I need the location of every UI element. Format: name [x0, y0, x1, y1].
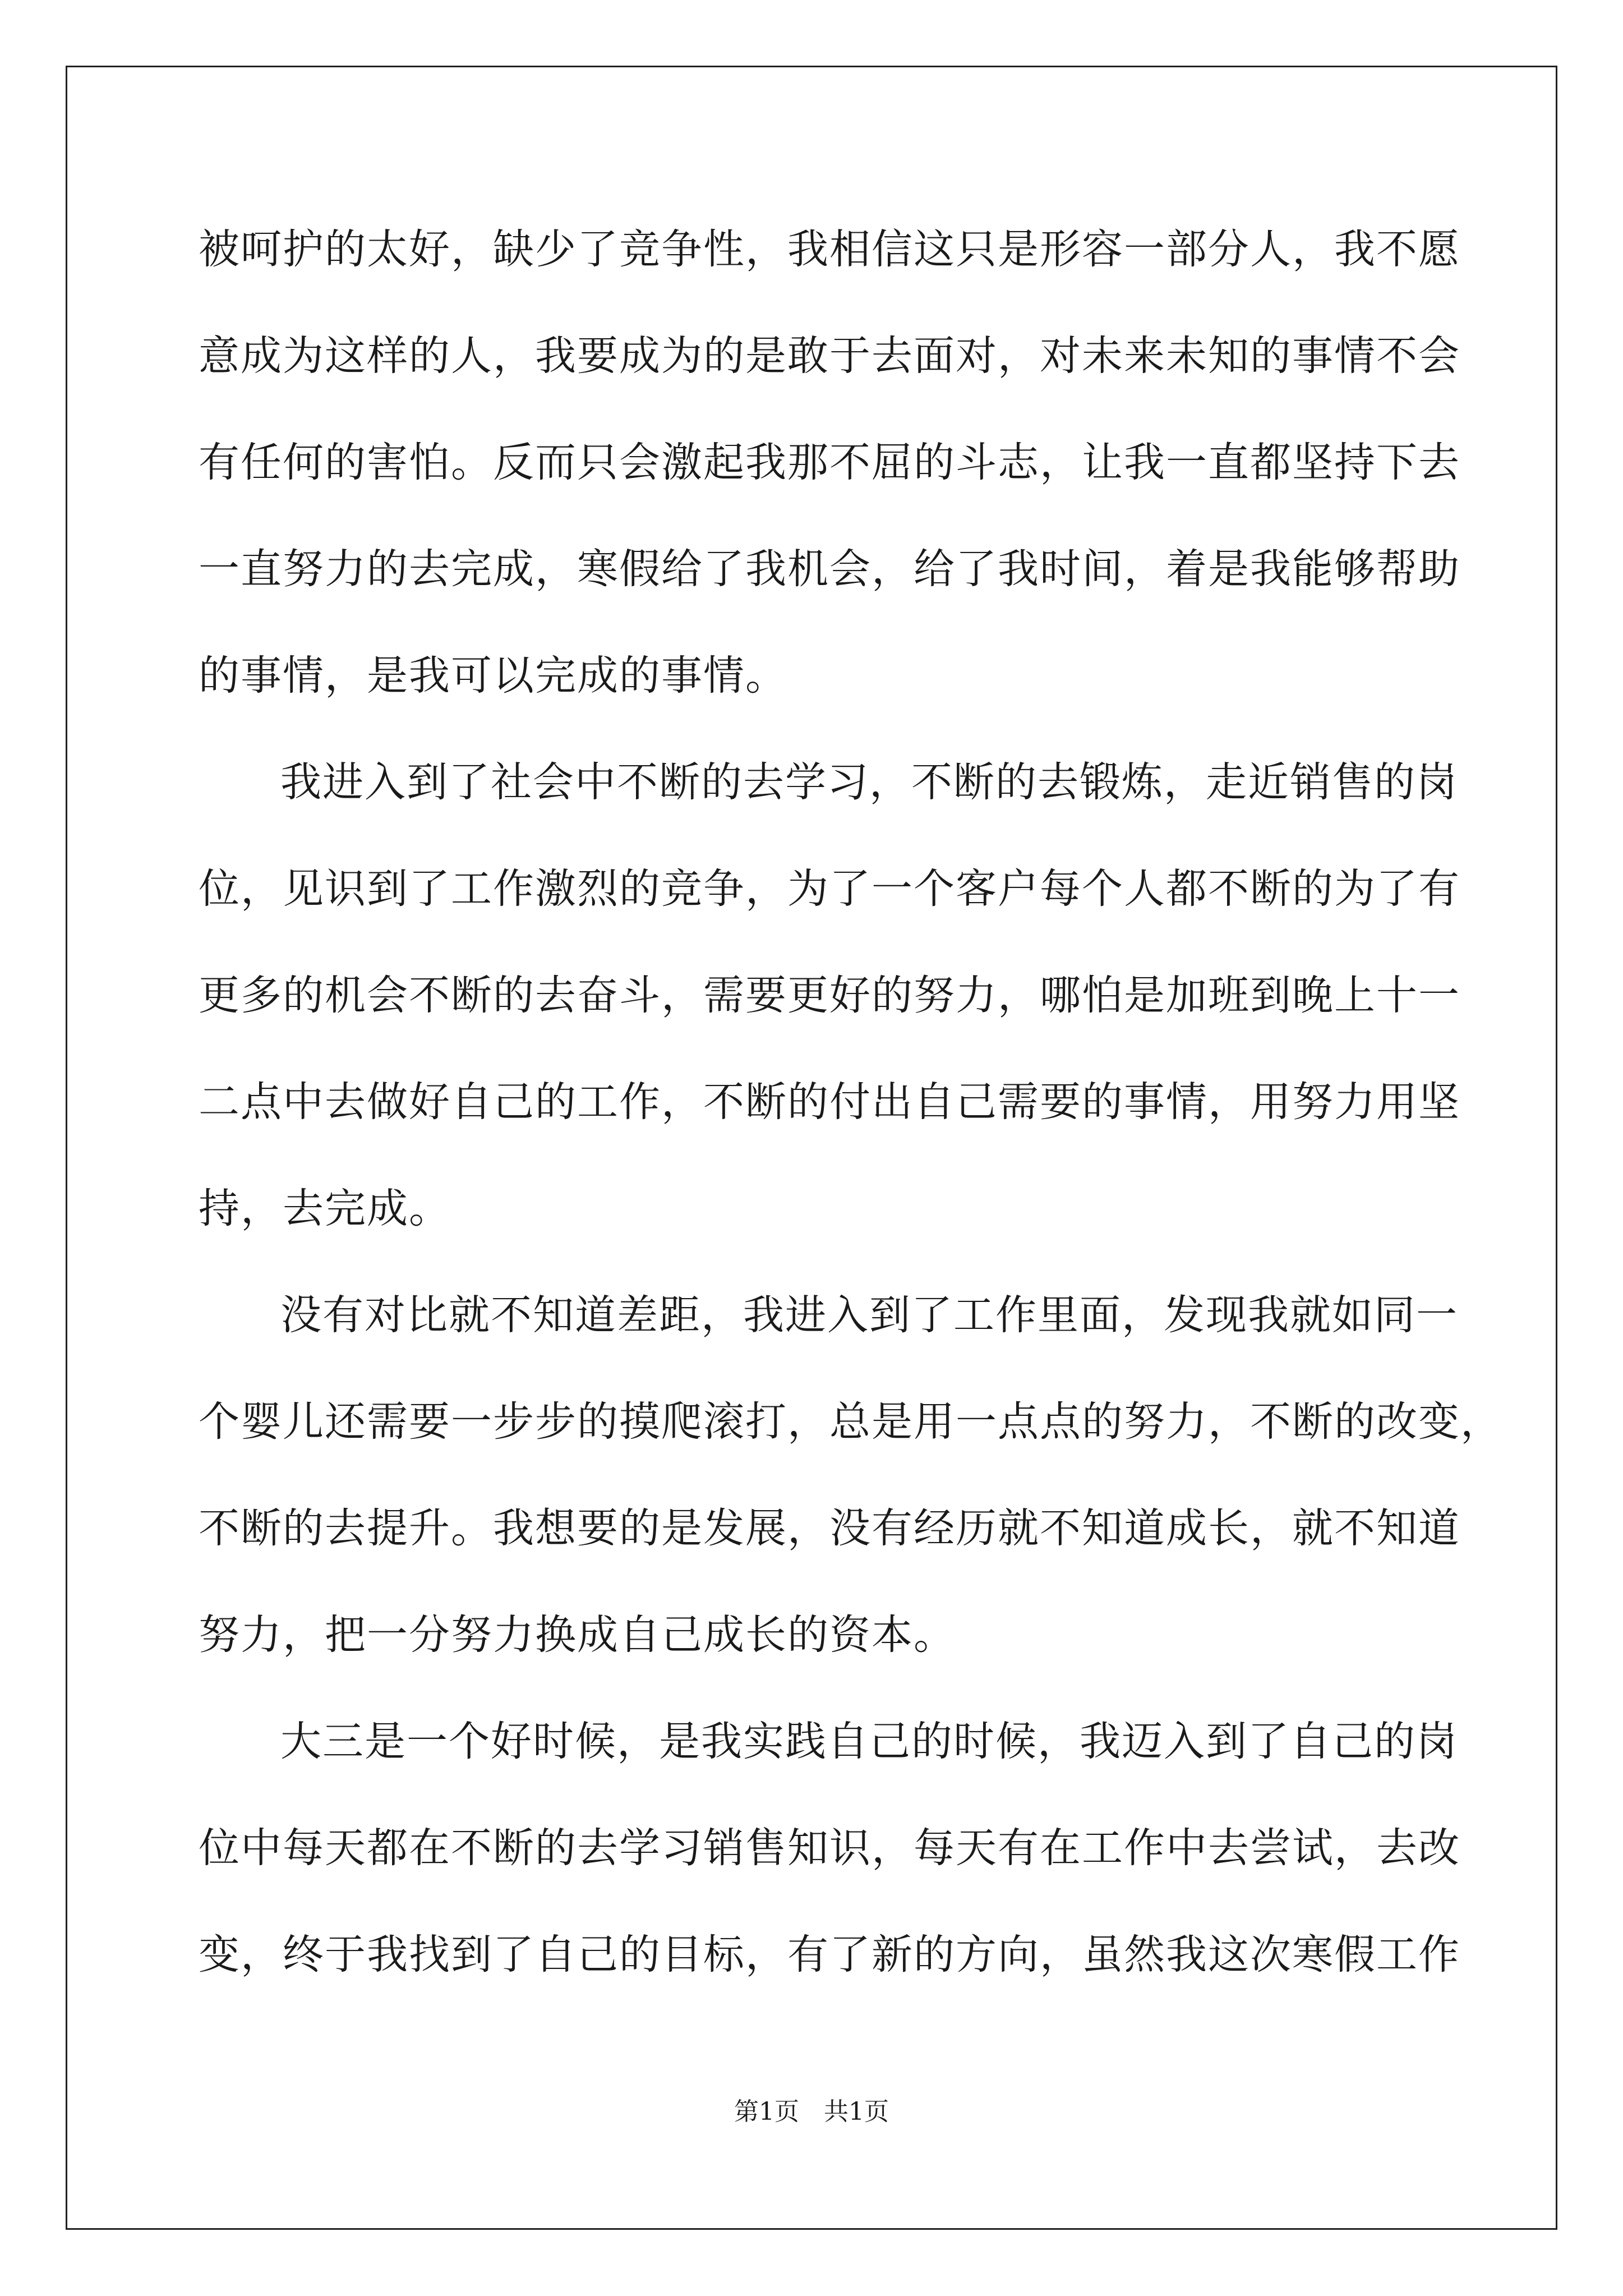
body-line: 没有对比就不知道差距，我进入到了工作里面，发现我就如同一 [280, 1291, 1458, 1339]
body-line: 大三是一个好时候，是我实践自己的时候，我迈入到了自己的岗 [280, 1718, 1458, 1765]
body-line: 的事情，是我可以完成的事情。 [199, 652, 787, 700]
page-number: 第1页 [734, 2097, 799, 2126]
body-line: 不断的去提升。我想要的是发展，没有经历就不知道成长，就不知道 [199, 1504, 1460, 1552]
body-line: 位中每天都在不断的去学习销售知识，每天有在工作中去尝试，去改 [199, 1824, 1460, 1872]
body-line: 有任何的害怕。反而只会激起我那不屈的斗志，让我一直都坚持下去 [199, 439, 1460, 486]
body-line: 一直努力的去完成，寒假给了我机会，给了我时间，着是我能够帮助 [199, 545, 1460, 593]
body-line: 二点中去做好自己的工作，不断的付出自己需要的事情，用努力用坚 [199, 1078, 1460, 1126]
document-body [199, 219, 1502, 2031]
body-line: 位，见识到了工作激烈的竞争，为了一个客户每个人都不断的为了有 [199, 865, 1460, 913]
body-line: 被呵护的太好，缺少了竞争性，我相信这只是形容一部分人，我不愿 [199, 226, 1460, 273]
body-line: 我进入到了社会中不断的去学习，不断的去锻炼，走近销售的岗 [280, 758, 1458, 806]
body-line: 更多的机会不断的去奋斗，需要更好的努力，哪怕是加班到晚上十一 [199, 972, 1460, 1019]
body-line: 持，去完成。 [199, 1185, 451, 1232]
body-line: 努力，把一分努力换成自己成长的资本。 [199, 1611, 956, 1659]
body-line: 意成为这样的人，我要成为的是敢于去面对，对未来未知的事情不会 [199, 332, 1460, 380]
page-footer [0, 2091, 1623, 2127]
body-line: 个婴儿还需要一步步的摸爬滚打，总是用一点点的努力，不断的改变， [199, 1398, 1502, 1446]
page-total: 共1页 [824, 2097, 889, 2126]
body-line: 变，终于我找到了自己的目标，有了新的方向，虽然我这次寒假工作 [199, 1931, 1460, 1978]
